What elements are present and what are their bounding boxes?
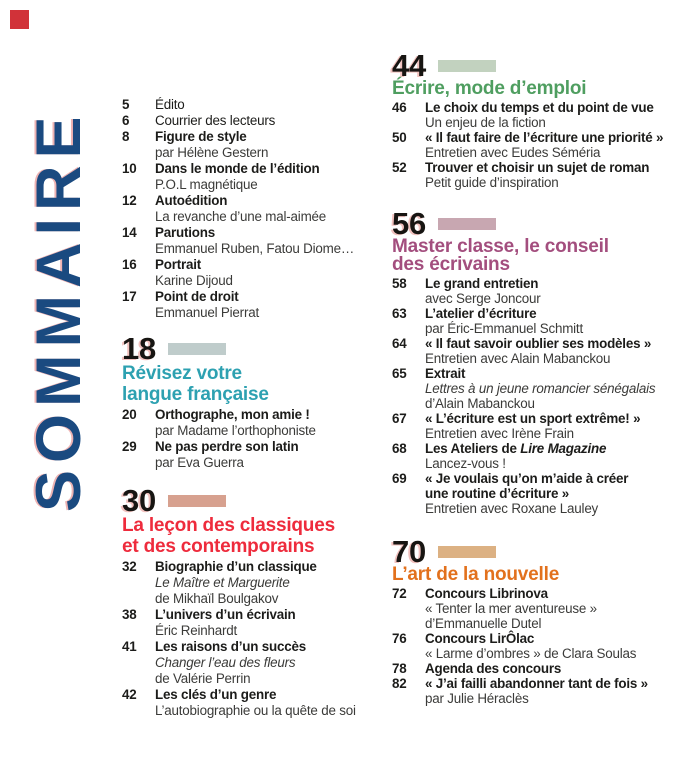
- page-number: 78: [392, 661, 407, 676]
- toc-entry: [392, 411, 677, 441]
- toc-entry: [122, 639, 367, 687]
- page-number: 14: [122, 225, 137, 240]
- toc-entry: [122, 439, 367, 471]
- section-bar: [438, 218, 496, 230]
- entry-title: Ne pas perdre son latin: [155, 439, 299, 454]
- toc-entry: [122, 113, 367, 129]
- section-heading: L’art de la nouvelle: [392, 564, 560, 585]
- toc-entry: [122, 687, 367, 719]
- page-number: 12: [122, 193, 137, 208]
- toc-entry: [392, 586, 677, 631]
- page-number: 52: [392, 160, 407, 175]
- page-number: 32: [122, 559, 137, 574]
- page-number: 6: [122, 113, 130, 128]
- page-number: 82: [392, 676, 407, 691]
- toc-column-left: [122, 97, 367, 719]
- entry-subtitle: Karine Dijoud: [155, 273, 233, 288]
- entry-subtitle: Entretien avec Roxane Lauley: [425, 501, 599, 516]
- toc-entry: [392, 306, 677, 336]
- entry-title: Orthographe, mon amie !: [155, 407, 310, 422]
- entry-title: Parutions: [155, 225, 215, 240]
- entry-subtitle: Lettres à un jeune romancier sénégalais: [425, 381, 656, 396]
- page-number: 20: [122, 407, 137, 422]
- entry-title: Extrait: [425, 366, 466, 381]
- entry-subtitle: Lancez-vous !: [425, 456, 506, 471]
- toc-section: [122, 331, 367, 471]
- entry-subtitle: d’Alain Mabanckou: [425, 396, 535, 411]
- toc-entry: [392, 471, 677, 516]
- toc-entry: [122, 97, 367, 113]
- page-number: 72: [392, 586, 407, 601]
- entry-title: « J’ai failli abandonner tant de fois »: [425, 676, 648, 691]
- entry-title: Concours LirÔlac: [425, 631, 535, 646]
- entry-subtitle: Éric Reinhardt: [155, 623, 238, 638]
- page-number: 42: [122, 687, 137, 702]
- toc-entry: [122, 161, 367, 193]
- page-number: 69: [392, 471, 407, 486]
- section-number: 70: [392, 534, 427, 569]
- entry-subtitle: Entretien avec Irène Frain: [425, 426, 574, 441]
- entry-title: Agenda des concours: [425, 661, 562, 676]
- entry-subtitle: Un enjeu de la fiction: [425, 115, 546, 130]
- toc-entry: [122, 129, 367, 161]
- section-bar: [438, 60, 496, 72]
- entry-subtitle: « Larme d’ombres » de Clara Soulas: [425, 646, 637, 661]
- page-number: 16: [122, 257, 137, 272]
- entry-subtitle: par Julie Héraclès: [425, 691, 529, 706]
- entry-subtitle: de Mikhaïl Boulgakov: [155, 591, 279, 606]
- page-number: 17: [122, 289, 137, 304]
- entry-subtitle: avec Serge Joncour: [425, 291, 541, 306]
- toc-section: [392, 206, 677, 516]
- page-number: 10: [122, 161, 137, 176]
- entry-title: « Il faut savoir oublier ses modèles »: [425, 336, 652, 351]
- section-number: 56: [392, 206, 427, 241]
- section-bar: [168, 495, 226, 507]
- toc-entry: [122, 193, 367, 225]
- entry-subtitle: Emmanuel Pierrat: [155, 305, 259, 320]
- entry-subtitle: Emmanuel Ruben, Fatou Diome…: [155, 241, 355, 256]
- entry-title: Dans le monde de l’édition: [155, 161, 320, 176]
- toc-entry: [122, 289, 367, 321]
- entry-title: Autoédition: [155, 193, 228, 208]
- entry-title: L’univers d’un écrivain: [155, 607, 296, 622]
- toc-entry: [392, 661, 677, 676]
- entry-subtitle: Le Maître et Marguerite: [155, 575, 290, 590]
- entry-title: Le grand entretien: [425, 276, 539, 291]
- toc-column-right: [392, 50, 677, 706]
- entry-subtitle: Changer l’eau des fleurs: [155, 655, 296, 670]
- section-number: 18: [122, 331, 157, 366]
- page-number: 38: [122, 607, 137, 622]
- entry-title: « L’écriture est un sport extrême! »: [425, 411, 641, 426]
- section-heading: Master classe, le conseil des écrivains: [392, 236, 609, 275]
- entry-subtitle: Petit guide d’inspiration: [425, 175, 559, 190]
- toc-section: [392, 48, 677, 190]
- section-number: 30: [122, 483, 157, 518]
- toc-entry: [392, 441, 677, 471]
- entry-subtitle: par Madame l’orthophoniste: [155, 423, 316, 438]
- entry-title-line2: une routine d’écriture »: [425, 486, 570, 501]
- section-heading: La leçon des classiques et des contemporains: [122, 515, 335, 557]
- section-bar: [438, 546, 496, 558]
- entry-subtitle: « Tenter la mer aventureuse »: [425, 601, 597, 616]
- toc-entry: [122, 559, 367, 607]
- toc-entry: [392, 100, 677, 130]
- entry-subtitle: par Éric-Emmanuel Schmitt: [425, 321, 583, 336]
- entry-subtitle: par Eva Guerra: [155, 455, 244, 470]
- section-heading: Écrire, mode d’emploi: [392, 78, 587, 99]
- toc-entry: [122, 407, 367, 439]
- toc-entry: [392, 130, 677, 160]
- toc-section: [122, 483, 367, 719]
- entry-title: Le choix du temps et du point de vue: [425, 100, 654, 115]
- section-heading: Révisez votre langue française: [122, 363, 269, 405]
- entry-subtitle: Entretien avec Eudes Séméria: [425, 145, 601, 160]
- page-number: 63: [392, 306, 407, 321]
- entry-title: Les raisons d’un succès: [155, 639, 306, 654]
- red-square-mark: [10, 10, 29, 29]
- entry-title: Biographie d’un classique: [155, 559, 317, 574]
- entry-title: Trouver et choisir un sujet de roman: [425, 160, 650, 175]
- section-number: 44: [392, 48, 427, 83]
- entry-title: Portrait: [155, 257, 202, 272]
- section-bar: [168, 343, 226, 355]
- toc-entry: [122, 225, 367, 257]
- entry-subtitle: P.O.L magnétique: [155, 177, 258, 192]
- toc-entry: [122, 607, 367, 639]
- entry-subtitle: par Hélène Gestern: [155, 145, 269, 160]
- toc-entry: [392, 366, 677, 411]
- entry-title: Les clés d’un genre: [155, 687, 277, 702]
- toc-entry: [392, 676, 677, 706]
- vertical-sommaire-title: SOMMAIRE: [24, 109, 94, 512]
- entry-title: Édito: [155, 97, 185, 112]
- entry-subtitle: La revanche d’une mal-aimée: [155, 209, 327, 224]
- page-number: 68: [392, 441, 407, 456]
- entry-title: Figure de style: [155, 129, 247, 144]
- toc-entry: [392, 160, 677, 190]
- page-number: 64: [392, 336, 407, 351]
- page-number: 46: [392, 100, 407, 115]
- entry-title: Courrier des lecteurs: [155, 113, 276, 128]
- page-number: 58: [392, 276, 407, 291]
- entry-subtitle: d’Emmanuelle Dutel: [425, 616, 542, 631]
- toc-entry: [122, 257, 367, 289]
- entry-title: « Je voulais qu’on m’aide à créer: [425, 471, 629, 486]
- entry-title: Point de droit: [155, 289, 239, 304]
- page-number: 8: [122, 129, 130, 144]
- toc-entry: [392, 631, 677, 661]
- entry-subtitle: L’autobiographie ou la quête de soi: [155, 703, 356, 718]
- toc-section: [392, 534, 677, 706]
- entry-title: Les Ateliers de Lire Magazine: [425, 441, 607, 456]
- page-number: 50: [392, 130, 407, 145]
- page-number: 5: [122, 97, 130, 112]
- entry-subtitle: de Valérie Perrin: [155, 671, 251, 686]
- page-number: 76: [392, 631, 407, 646]
- page-number: 29: [122, 439, 137, 454]
- page-number: 41: [122, 639, 137, 654]
- toc-entry: [392, 336, 677, 366]
- entry-title: Concours Librinova: [425, 586, 548, 601]
- entry-title: L’atelier d’écriture: [425, 306, 537, 321]
- page-number: 67: [392, 411, 407, 426]
- toc-entry: [392, 276, 677, 306]
- entry-subtitle: Entretien avec Alain Mabanckou: [425, 351, 611, 366]
- entry-title: « Il faut faire de l’écriture une priorité »: [425, 130, 664, 145]
- page-number: 65: [392, 366, 407, 381]
